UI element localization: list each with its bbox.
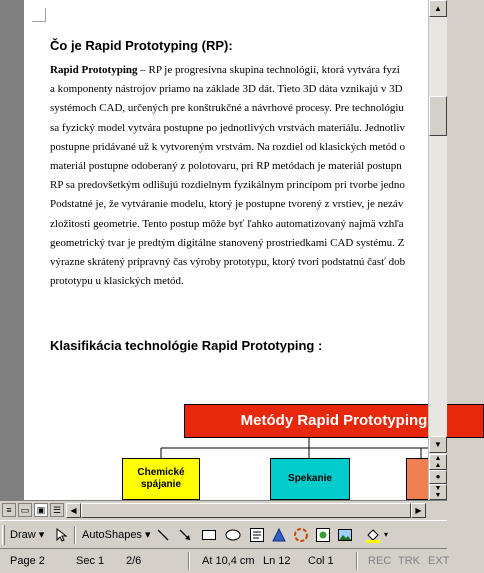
autoshapes-menu-button[interactable]: AutoShapes ▾ <box>82 529 151 541</box>
toolbar-separator <box>74 526 76 544</box>
diagram-title[interactable]: Metódy Rapid Prototyping <box>184 404 484 438</box>
vertical-scrollbar[interactable] <box>428 0 447 500</box>
line-icon[interactable] <box>154 526 172 544</box>
paragraph-line: zložitosti geometrie. Tento postup môže byť ľahko automatizovaný najmä vzhľa <box>50 217 404 230</box>
paragraph-line: Podstatné je, že vytváranie modelu, ktorý je postupne tvorený z vrstiev, je nezáv <box>50 198 404 211</box>
scroll-left-button[interactable]: ◀ <box>66 503 81 518</box>
next-page-button[interactable]: ▼ ▼ <box>429 484 447 500</box>
paragraph-line: materiál postupne odoberaný z polotovaru, pri RP metódach je materiál postupn <box>50 159 402 172</box>
select-browse-object-button[interactable]: ● <box>429 470 447 484</box>
web-layout-view-icon[interactable]: ▭ <box>18 503 32 517</box>
paragraph-line: RP sa predovšetkým odlišujú rozdielnym fyzikálnym princípom pri tvorbe jedno <box>50 179 405 192</box>
paragraph-line: postupne pridávané už k vytvoreným vrstvám. Na rozdiel od klasických metód o <box>50 140 405 153</box>
toolbar-grip[interactable] <box>2 525 5 545</box>
status-section: Sec 1 <box>76 555 105 567</box>
status-page-of: 2/6 <box>126 555 142 567</box>
clip-art-icon[interactable] <box>314 526 332 544</box>
scroll-up-button[interactable]: ▲ <box>429 0 447 17</box>
paragraph-line: geometrický tvar je predtým digitálne stanovený prostriedkami CAD systému. Z <box>50 236 405 249</box>
horizontal-scroll-thumb[interactable] <box>81 503 411 518</box>
status-separator <box>356 552 358 570</box>
scroll-down-button[interactable]: ▼ <box>429 436 447 453</box>
text-box-icon[interactable] <box>248 526 266 544</box>
paragraph-lead: Rapid Prototyping <box>50 64 138 76</box>
paragraph-line: a komponenty nástrojov priamo na základe 3D dát. Tieto 3D dáta vznikajú v 3D <box>50 83 403 96</box>
paragraph-line: systémoch CAD, určených pre konštrukčné a návrhové procesy. Pre technológiu <box>50 102 404 115</box>
outline-view-icon[interactable]: ☰ <box>50 503 64 517</box>
status-line: Ln 12 <box>263 555 291 567</box>
normal-view-icon[interactable]: ≡ <box>2 503 16 517</box>
draw-menu-button[interactable]: Draw ▾ <box>10 529 45 541</box>
diagram-icon[interactable] <box>292 526 310 544</box>
vertical-scroll-thumb[interactable] <box>429 96 447 136</box>
oval-icon[interactable] <box>224 526 242 544</box>
status-trk[interactable]: TRK <box>398 555 420 567</box>
picture-icon[interactable] <box>336 526 354 544</box>
arrow-icon[interactable] <box>176 526 194 544</box>
drawing-toolbar <box>0 520 447 548</box>
status-separator <box>188 552 190 570</box>
fill-color-icon[interactable] <box>364 526 382 544</box>
status-rec[interactable]: REC <box>368 555 392 567</box>
scroll-right-button[interactable]: ▶ <box>411 503 426 518</box>
heading-classification: Klasifikácia technológie Rapid Prototyping : <box>50 338 323 353</box>
paragraph-line: výrazne skrátený prípravný čas výroby prototypu, ktorý tvorí podstatnú časť dob <box>50 255 406 268</box>
paragraph-rp-intro <box>50 61 470 291</box>
status-ext[interactable]: EXT <box>428 555 450 567</box>
wordart-icon[interactable] <box>270 526 288 544</box>
print-layout-view-icon[interactable]: ▣ <box>34 503 48 517</box>
diagram-box-sintering[interactable]: Spekanie <box>270 458 350 500</box>
status-bar <box>0 548 450 573</box>
diagram-box-chemical-bonding[interactable]: Chemické spájanie <box>122 458 200 500</box>
status-page: Page 2 <box>10 555 45 567</box>
select-arrow-icon[interactable] <box>52 526 70 544</box>
paragraph-line: sa fyzický model vytvára postupne po jednotlivých vrstvách materiálu. Jednotliv <box>50 121 405 134</box>
fill-color-dropdown[interactable]: ▾ <box>384 530 389 539</box>
text-boundary-corner <box>32 8 46 22</box>
rectangle-icon[interactable] <box>200 526 218 544</box>
document-page[interactable] <box>24 0 428 500</box>
status-column: Col 1 <box>308 555 334 567</box>
paragraph-line: Rapid Prototyping – RP je progresívna skupina technológií, ktorá vytvára fyzi <box>50 64 400 76</box>
heading-what-is-rp: Čo je Rapid Prototyping (RP): <box>50 38 233 53</box>
horizontal-scroll-bar <box>0 500 447 519</box>
previous-page-button[interactable]: ▲ ▲ <box>429 454 447 470</box>
paragraph-line: prototypu u klasických metód. <box>50 275 184 288</box>
status-at: At 10,4 cm <box>202 555 255 567</box>
